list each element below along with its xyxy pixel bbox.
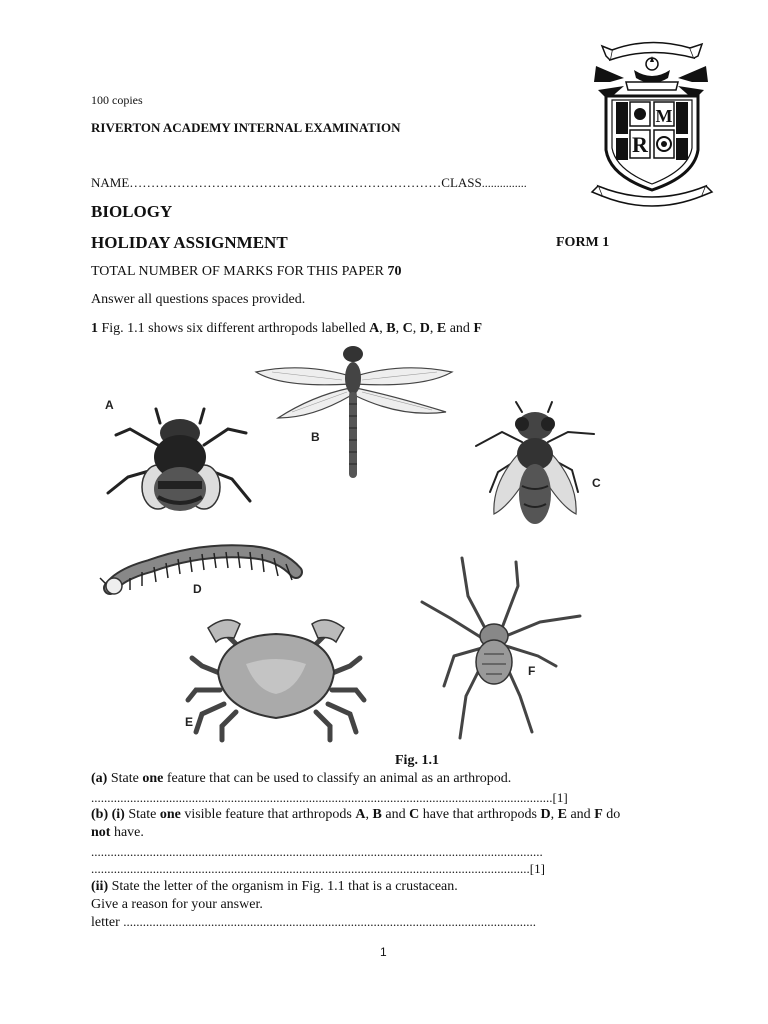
question-1b-ii-line2: Give a reason for your answer. xyxy=(91,897,263,912)
figure-caption: Fig. 1.1 xyxy=(395,753,439,768)
letter-answer-line[interactable]: letter ............................................................................................................................... xyxy=(91,914,537,930)
name-dots: ……………………………………………………………… xyxy=(129,175,442,190)
name-label: NAME xyxy=(91,175,130,190)
question-1b-i-line2: not have. xyxy=(91,825,144,840)
fly-icon xyxy=(472,402,598,538)
question-1a: (a) State one feature that can be used to classify an animal as an arthropod. xyxy=(91,771,512,786)
total-marks-text: TOTAL NUMBER OF MARKS FOR THIS PAPER xyxy=(91,264,388,279)
crab-icon xyxy=(186,614,366,742)
answer-line-1b-i-1[interactable]: ........................................................................................................................................... xyxy=(91,844,543,859)
total-marks xyxy=(91,265,401,279)
label-c: C xyxy=(592,476,601,490)
instruction: Answer all questions spaces provided. xyxy=(91,292,306,307)
subject-title: BIOLOGY xyxy=(91,202,173,221)
dragonfly-icon xyxy=(252,342,454,482)
name-field xyxy=(91,176,527,189)
label-b: B xyxy=(311,430,320,444)
total-marks-value: 70 xyxy=(387,264,402,279)
assignment-title: HOLIDAY ASSIGNMENT xyxy=(91,233,288,252)
question-1b-ii: (ii) State the letter of the organism in Fig. 1.1 that is a crustacean. xyxy=(91,879,458,894)
school-name: RIVERTON ACADEMY INTERNAL EXAMINATION xyxy=(91,120,401,135)
question-1b-i: (b) (i) State one visible feature that arthropods A, B and C have that arthropods D, E and F do xyxy=(91,807,621,822)
class-dots: ............... xyxy=(481,176,527,190)
page-number: 1 xyxy=(380,945,387,959)
label-e: E xyxy=(185,715,194,729)
crest-letter-r: R xyxy=(632,132,648,157)
answer-line-1a[interactable]: ..............................................................................................................................................[1] xyxy=(91,790,568,805)
question-number: 1 xyxy=(91,321,98,336)
spider-icon xyxy=(420,556,584,742)
label-f: F xyxy=(528,664,536,678)
question-1-intro: 1 Fig. 1.1 shows six different arthropods labelled A, B, C, D, E and F xyxy=(91,321,482,336)
answer-line-1b-i-2[interactable]: .......................................................................................................................................[1] xyxy=(91,861,545,876)
school-crest-logo xyxy=(590,38,715,203)
bee-icon xyxy=(100,405,260,515)
label-d: D xyxy=(193,582,202,596)
class-label: CLASS xyxy=(441,175,482,190)
form-label: FORM 1 xyxy=(556,235,610,250)
crest-letter-m: M xyxy=(655,106,673,126)
copies-note: 100 copies xyxy=(91,93,143,107)
label-a: A xyxy=(105,398,114,412)
